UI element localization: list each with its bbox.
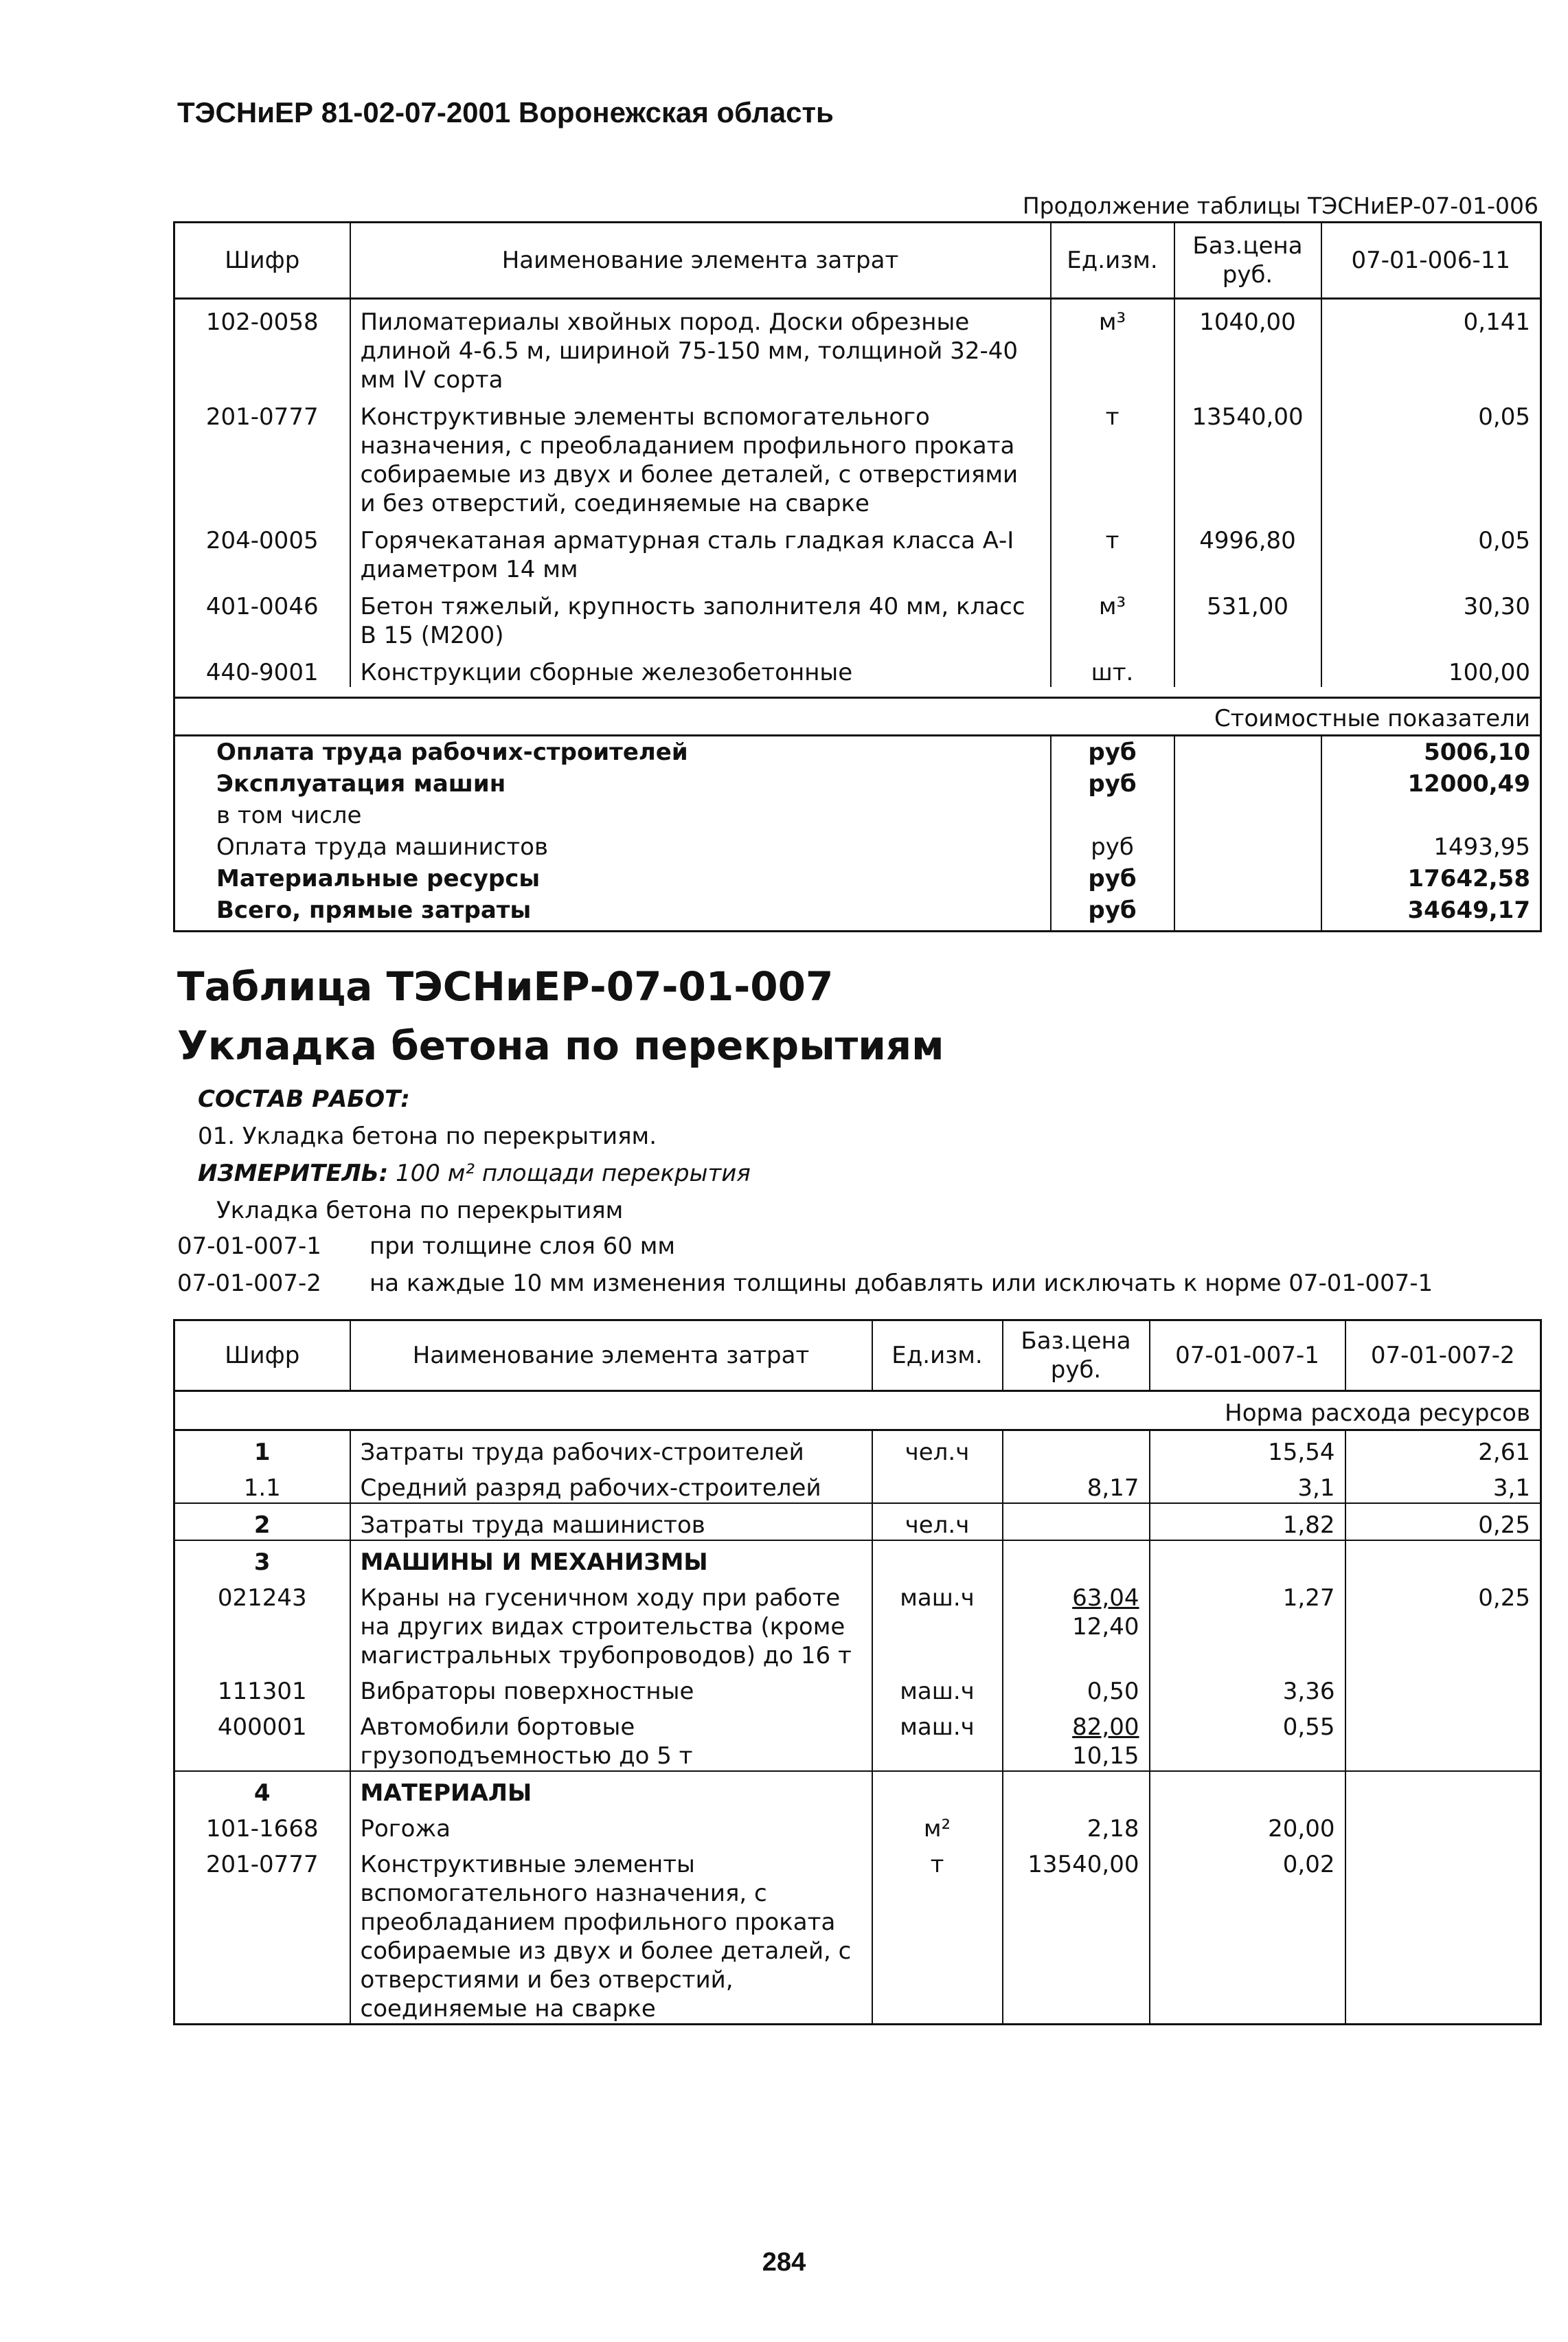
- summary-unit: [1051, 800, 1174, 831]
- summary-empty: [1174, 894, 1321, 932]
- table-header-row: [174, 223, 1541, 299]
- summary-value: 5006,10: [1424, 739, 1530, 766]
- cell-value-norm-2: [1345, 1540, 1541, 1577]
- summary-empty: [1174, 768, 1321, 800]
- cell-unit: м³: [1051, 584, 1174, 650]
- table-row: [174, 1577, 1541, 1670]
- cell-price: 13540,00: [1174, 394, 1321, 518]
- cell-value-norm-2: [1345, 1670, 1541, 1706]
- col-header-norm-1: 07-01-007-1: [1150, 1320, 1345, 1391]
- cell-unit: [872, 1467, 1003, 1503]
- cell-value-norm-1: 3,1: [1150, 1467, 1345, 1503]
- table-row: [174, 1670, 1541, 1706]
- cell-value-norm-2: 0,25: [1345, 1503, 1541, 1540]
- summary-unit: руб: [1051, 768, 1174, 800]
- summary-value: 1493,95: [1433, 833, 1530, 861]
- cell-unit: м²: [872, 1808, 1003, 1843]
- cell-name: Средний разряд рабочих-строителей: [350, 1467, 872, 1503]
- summary-value: [1321, 800, 1541, 831]
- table-row: [174, 1540, 1541, 1577]
- work-composition-label: СОСТАВ РАБОТ:: [198, 1085, 410, 1113]
- cell-price: [1003, 1540, 1150, 1577]
- summary-unit: руб: [1051, 831, 1174, 863]
- summary-row: [174, 863, 1541, 894]
- cell-name: Рогожа: [350, 1808, 872, 1843]
- cell-value-norm-2: [1345, 1843, 1541, 2025]
- cell-value-norm-1: 1,27: [1150, 1577, 1345, 1670]
- cell-unit: маш.ч: [872, 1706, 1003, 1771]
- cell-price: [1003, 1706, 1150, 1771]
- table-row: [174, 1706, 1541, 1771]
- col-header-price: Баз.цена руб.: [1003, 1320, 1150, 1391]
- cell-unit: [872, 1771, 1003, 1808]
- measure-label: ИЗМЕРИТЕЛЬ:: [198, 1160, 389, 1187]
- cell-code: 111301: [174, 1670, 350, 1706]
- table-continuation-note: Продолжение таблицы ТЭСНиЕР-07-01-006: [1022, 192, 1538, 219]
- price-wage-value: 12,40: [1072, 1613, 1139, 1641]
- cell-value-norm-2: [1345, 1706, 1541, 1771]
- cell-value: 0,141: [1463, 308, 1530, 336]
- cell-value-norm-1: 0,55: [1150, 1706, 1345, 1771]
- cell-price: 1040,00: [1174, 299, 1321, 395]
- cell-price: [1003, 1670, 1150, 1706]
- table-spacer-row: [174, 687, 1541, 698]
- cell-code: 201-0777: [174, 394, 350, 518]
- summary-unit: руб: [1051, 736, 1174, 769]
- col-header-code: Шифр: [174, 1320, 350, 1391]
- summary-name: в том числе: [174, 800, 1051, 831]
- cell-price: [1174, 650, 1321, 687]
- section-row-cost-indicators: [174, 698, 1541, 736]
- cell-name: Конструктивные элементы вспомогательного назначения, с преобладанием профильного проката собираемые из двух и более деталей, с отверстиями и без отверстий, соединяемые на сварке: [350, 1843, 872, 2025]
- cell-code: 101-1668: [174, 1808, 350, 1843]
- table-row: [174, 1430, 1541, 1467]
- cell-value-norm-2: 2,61: [1478, 1439, 1530, 1466]
- norm-code: 07-01-007-2: [177, 1270, 321, 1297]
- cell-price: [1003, 1843, 1150, 2025]
- summary-row: [174, 768, 1541, 800]
- cell-unit: маш.ч: [872, 1670, 1003, 1706]
- cell-value-norm-2: [1345, 1771, 1541, 1808]
- col-header-unit: Ед.изм.: [872, 1320, 1003, 1391]
- cell-code: 3: [174, 1540, 350, 1577]
- cell-value: 0,05: [1478, 527, 1530, 554]
- cell-name: Бетон тяжелый, крупность заполнителя 40 мм, класс В 15 (М200): [350, 584, 1051, 650]
- col-header-norm: 07-01-006-11: [1321, 223, 1541, 299]
- table-row: [174, 518, 1541, 584]
- price-wage-value: 10,15: [1072, 1742, 1139, 1770]
- norm-description: на каждые 10 мм изменения толщины добавлять или исключать к норме 07-01-007-1: [370, 1270, 1433, 1297]
- table-row: [174, 1467, 1541, 1503]
- summary-name: Материальные ресурсы: [174, 863, 1051, 894]
- norm-code: 07-01-007-1: [177, 1232, 321, 1260]
- cell-name: Горячекатаная арматурная сталь гладкая класса А-I диаметром 14 мм: [350, 518, 1051, 584]
- table-row: [174, 1771, 1541, 1808]
- summary-value: 12000,49: [1407, 770, 1530, 798]
- summary-name: Эксплуатация машин: [174, 768, 1051, 800]
- cell-unit: м³: [1051, 299, 1174, 395]
- table-subtitle: Укладка бетона по перекрытиям: [177, 1022, 944, 1069]
- summary-row: [174, 894, 1541, 932]
- work-composition-item: 01. Укладка бетона по перекрытиям.: [198, 1123, 657, 1150]
- cell-value-norm-2: 0,25: [1478, 1584, 1530, 1612]
- summary-value: 17642,58: [1407, 865, 1530, 892]
- cell-code: 021243: [174, 1577, 350, 1670]
- norm-description: при толщине слоя 60 мм: [370, 1232, 675, 1260]
- price-value: 82,00: [1072, 1713, 1139, 1741]
- price-value: 2,18: [1087, 1815, 1139, 1843]
- summary-row: [174, 831, 1541, 863]
- work-name: Укладка бетона по перекрытиям: [216, 1197, 624, 1224]
- col-header-name: Наименование элемента затрат: [350, 223, 1051, 299]
- table-row: [174, 650, 1541, 687]
- cell-unit: [872, 1540, 1003, 1577]
- cell-code: 4: [174, 1771, 350, 1808]
- cell-value-norm-1: 3,36: [1150, 1670, 1345, 1706]
- table-header-row: [174, 1320, 1541, 1391]
- cell-name: Конструктивные элементы вспомогательного назначения, с преобладанием профильного проката собираемые из двух и более деталей, с отверстиями и без отверстий, соединяемые на сварке: [350, 394, 1051, 518]
- cell-value: 30,30: [1463, 593, 1530, 620]
- cell-unit: чел.ч: [872, 1503, 1003, 1540]
- summary-row: [174, 800, 1541, 831]
- cell-name: МАТЕРИАЛЫ: [350, 1771, 872, 1808]
- summary-name: Оплата труда рабочих-строителей: [174, 736, 1051, 769]
- cell-name: Конструкции сборные железобетонные: [350, 650, 1051, 687]
- summary-empty: [1174, 736, 1321, 769]
- cell-price: [1003, 1771, 1150, 1808]
- cell-value-norm-1: 1,82: [1150, 1503, 1345, 1540]
- col-header-price: Баз.цена руб.: [1174, 223, 1321, 299]
- cell-price: 531,00: [1174, 584, 1321, 650]
- cell-code: 102-0058: [174, 299, 350, 395]
- cell-code: 440-9001: [174, 650, 350, 687]
- summary-empty: [1174, 831, 1321, 863]
- cell-name: Автомобили бортовые грузоподъемностью до 5 т: [350, 1706, 872, 1771]
- col-header-unit: Ед.изм.: [1051, 223, 1174, 299]
- section-row-resource-norm: [174, 1391, 1541, 1430]
- cell-price: [1003, 1503, 1150, 1540]
- summary-unit: руб: [1051, 894, 1174, 932]
- cell-code: 1: [174, 1430, 350, 1467]
- summary-unit: руб: [1051, 863, 1174, 894]
- cell-unit: т: [872, 1843, 1003, 2025]
- price-value: 0,50: [1087, 1678, 1139, 1705]
- cell-name: Пиломатериалы хвойных пород. Доски обрезные длиной 4-6.5 м, шириной 75-150 мм, толщиной 32-40 мм IV сорта: [350, 299, 1051, 395]
- measure-line: [198, 1160, 751, 1187]
- table-row: [174, 1808, 1541, 1843]
- price-value: 8,17: [1087, 1474, 1139, 1502]
- cell-value: 100,00: [1448, 659, 1530, 686]
- table-row: [174, 584, 1541, 650]
- cell-price: [1003, 1808, 1150, 1843]
- col-header-norm-2: 07-01-007-2: [1345, 1320, 1541, 1391]
- summary-empty: [1174, 863, 1321, 894]
- cell-code: 1.1: [174, 1467, 350, 1503]
- cell-price: [1003, 1430, 1150, 1467]
- section-label: Норма расхода ресурсов: [174, 1391, 1541, 1430]
- cell-value: 0,05: [1478, 403, 1530, 431]
- table-title: Таблица ТЭСНиЕР-07-01-007: [177, 963, 834, 1010]
- cell-unit: маш.ч: [872, 1577, 1003, 1670]
- cell-value-norm-1: [1150, 1771, 1345, 1808]
- cell-code: 204-0005: [174, 518, 350, 584]
- cell-value-norm-1: 20,00: [1150, 1808, 1345, 1843]
- table-row: [174, 299, 1541, 395]
- cell-code: 2: [174, 1503, 350, 1540]
- cell-unit: чел.ч: [872, 1430, 1003, 1467]
- table-row: [174, 1843, 1541, 2025]
- cell-unit: т: [1051, 518, 1174, 584]
- summary-row: [174, 736, 1541, 769]
- resources-table-07-01-007: [173, 1319, 1542, 2025]
- cell-unit: т: [1051, 394, 1174, 518]
- cell-code: 201-0777: [174, 1843, 350, 2025]
- price-value: 13540,00: [1027, 1851, 1139, 1878]
- cell-code: 401-0046: [174, 584, 350, 650]
- cell-price: 4996,80: [1174, 518, 1321, 584]
- cell-name: Затраты труда рабочих-строителей: [350, 1430, 872, 1467]
- cell-name: Затраты труда машинистов: [350, 1503, 872, 1540]
- col-header-name: Наименование элемента затрат: [350, 1320, 872, 1391]
- cell-price: [1003, 1467, 1150, 1503]
- summary-value: 34649,17: [1407, 897, 1530, 924]
- page-number: 284: [762, 2248, 806, 2277]
- summary-empty: [1174, 800, 1321, 831]
- summary-name: Всего, прямые затраты: [174, 894, 1051, 932]
- cell-name: Вибраторы поверхностные: [350, 1670, 872, 1706]
- col-header-code: Шифр: [174, 223, 350, 299]
- cell-value-norm-1: [1150, 1540, 1345, 1577]
- cell-value-norm-2: 3,1: [1492, 1474, 1530, 1502]
- cell-price: [1003, 1577, 1150, 1670]
- table-row: [174, 394, 1541, 518]
- cell-code: 400001: [174, 1706, 350, 1771]
- cell-value-norm-1: 0,02: [1150, 1843, 1345, 2025]
- cell-name: МАШИНЫ И МЕХАНИЗМЫ: [350, 1540, 872, 1577]
- cell-unit: шт.: [1051, 650, 1174, 687]
- document-header: ТЭСНиЕР 81-02-07-2001 Воронежская область: [177, 96, 834, 128]
- cell-value-norm-1: 15,54: [1150, 1430, 1345, 1467]
- price-value: 63,04: [1072, 1584, 1139, 1612]
- summary-name: Оплата труда машинистов: [174, 831, 1051, 863]
- cell-name: Краны на гусеничном ходу при работе на других видах строительства (кроме магистральных трубопроводов) до 16 т: [350, 1577, 872, 1670]
- table-row: [174, 1503, 1541, 1540]
- measure-value: 100 м² площади перекрытия: [396, 1160, 751, 1187]
- section-label: Стоимостные показатели: [174, 698, 1541, 736]
- resources-table-07-01-006: [173, 221, 1542, 932]
- cell-value-norm-2: [1345, 1808, 1541, 1843]
